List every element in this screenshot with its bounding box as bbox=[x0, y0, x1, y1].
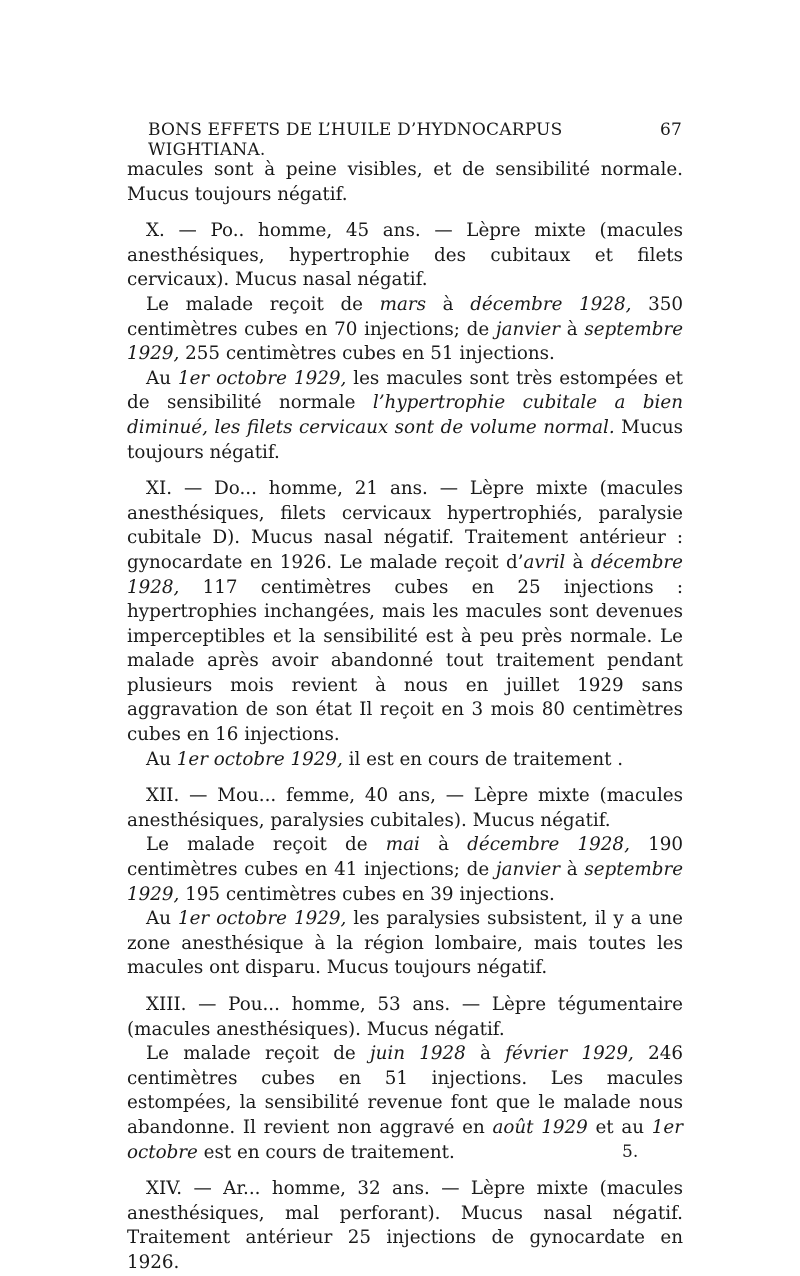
signature-mark: 5. bbox=[622, 1142, 639, 1162]
running-header bbox=[148, 120, 682, 160]
case-10-treatment: Le malade reçoit de mars à décembre 1928, 350 centimètres cubes en 70 injections; de janvier à septembre 1929, 255 centimètres cubes en 51 injections. bbox=[127, 293, 684, 365]
body-text bbox=[127, 158, 683, 1276]
case-12-intro: XII. — Mou... femme, 40 ans, — Lèpre mixte (macules anesthésiques, paralysies cubitales). Mucus négatif. bbox=[127, 785, 683, 831]
page-number: 67 bbox=[659, 120, 682, 140]
case-14-intro: XIV. — Ar... homme, 32 ans. — Lèpre mixte (macules anesthésiques, mal perforant). Mucus nasal négatif. Traitement antérieur 25 injections de gynocardate en 1926. bbox=[127, 1178, 683, 1273]
case-10-outcome: Au 1er octobre 1929, les macules sont très estompées et de sensibilité normale l’hypertrophie cubitale a bien diminué, les filets cervicaux sont de volume normal. Mucus toujours négatif. bbox=[127, 367, 683, 463]
case-12-treatment: Le malade reçoit de mai à décembre 1928, 190 centimètres cubes en 41 injections; de janvier à septembre 1929, 195 centimètres cubes en 39 injections. bbox=[127, 834, 684, 905]
case-12-outcome: Au 1er octobre 1929, les paralysies subsistent, il y a une zone anesthésique à la région lombaire, mais toutes les macules ont disparu. Mucus toujours négatif. bbox=[127, 908, 683, 979]
case-10-intro: X. — Po.. homme, 45 ans. — Lèpre mixte (macules anesthésiques, hypertrophie des cubitaux et filets cervicaux). Mucus nasal négatif. bbox=[127, 220, 683, 291]
header-title: BONS EFFETS DE L’HUILE D’HYDNOCARPUS WIGHTIANA. bbox=[148, 120, 563, 160]
case-11-intro: XI. — Do... homme, 21 ans. — Lèpre mixte (macules anesthésiques, filets cervicaux hypertrophiés, paralysie cubitale D). Mucus nasal négatif. Traitement antérieur : gynocardate en 1926. Le malade reçoit d’avril à décembre 1928, 117 centimètres cubes en 25 injections : hypertrophies inchangées, mais les macules sont devenues imperceptibles et la sensibilité est à peu près normale. Le malade après avoir abandonné tout traitement pendant plusieurs mois revient à nous en juillet 1929 sans aggravation de son état Il reçoit en 3 mois 80 centimètres cubes en 16 injections. bbox=[127, 478, 683, 746]
case-13-treatment: Le malade reçoit de juin 1928 à février 1929, 246 centimètres cubes en 51 injections. Les macules estompées, la sensibilité revenue font que le malade nous abandonne. Il revient non aggravé en août 1929 et au 1er octobre est en cours de traitement. bbox=[127, 1043, 683, 1163]
paragraph-continuation: macules sont à peine visibles, et de sensibilité normale. Mucus toujours négatif. bbox=[127, 159, 683, 205]
case-11-outcome: Au 1er octobre 1929, il est en cours de traitement . bbox=[146, 748, 624, 770]
case-13-intro: XIII. — Pou... homme, 53 ans. — Lèpre tégumentaire (macules anesthésiques). Mucus négatif. bbox=[127, 994, 683, 1040]
